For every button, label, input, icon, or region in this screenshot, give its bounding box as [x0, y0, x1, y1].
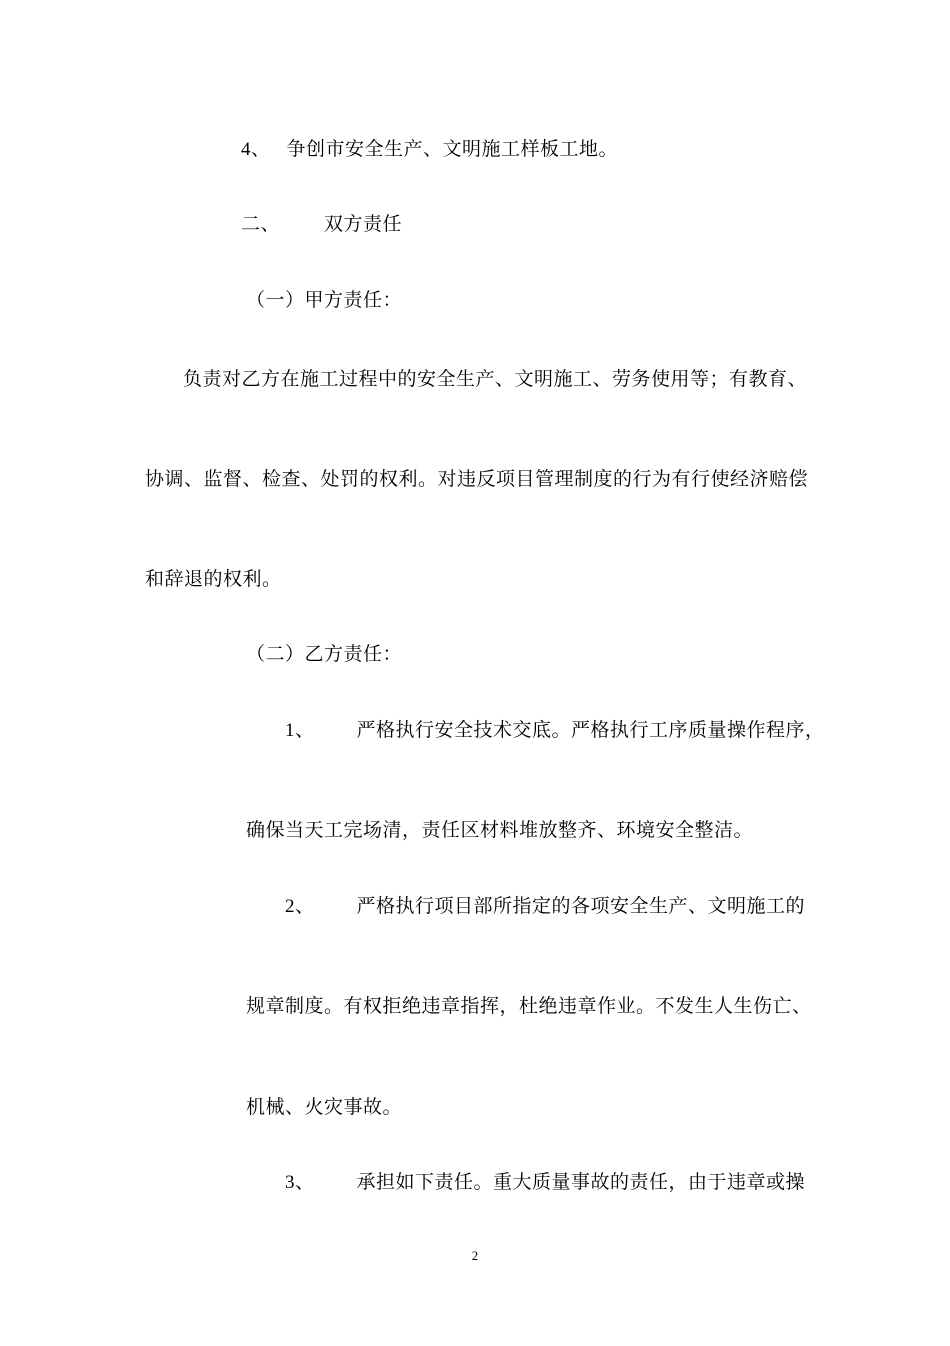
- item-number: 4、: [241, 139, 271, 160]
- item-number: 3、: [285, 1172, 315, 1193]
- item-3-line: [285, 1170, 805, 1195]
- item-text: 严格执行项目部所指定的各项安全生产、文明施工的: [356, 895, 806, 917]
- item-number: 2、: [285, 896, 315, 917]
- subsection-title: （一）甲方责任：: [246, 289, 403, 311]
- item-text: 承担如下责任。重大质量事故的责任，由于违章或操: [356, 1171, 806, 1193]
- section-number: 二、: [241, 213, 281, 235]
- item-text: 严格执行安全技术交底。严格执行工序质量操作程序，: [356, 719, 825, 741]
- paragraph-text: 负责对乙方在施工过程中的安全生产、文明施工、劳务使用等；有教育、: [183, 368, 808, 390]
- paragraph-line: [246, 994, 812, 1018]
- paragraph-text: 确保当天工完场清，责任区材料堆放整齐、环境安全整洁。: [246, 819, 754, 841]
- section-title: 双方责任: [324, 213, 403, 235]
- paragraph-line: [145, 567, 282, 591]
- item-1-line: [285, 718, 825, 743]
- subsection-title: （二）乙方责任：: [246, 643, 403, 665]
- paragraph-line: [183, 367, 807, 391]
- paragraph-line: [246, 1095, 402, 1119]
- item-text: 争创市安全生产、文明施工样板工地。: [286, 138, 619, 160]
- subsection-heading-party-a: [246, 288, 402, 312]
- page-number: 2: [471, 1248, 479, 1263]
- section-heading: [241, 212, 402, 236]
- subsection-heading-party-b: [246, 642, 402, 666]
- item-4-line: [241, 137, 618, 162]
- item-number: 1、: [285, 720, 315, 741]
- paragraph-text: 机械、火灾事故。: [246, 1096, 403, 1118]
- paragraph-text: 和辞退的权利。: [145, 568, 282, 590]
- item-2-line: [285, 894, 805, 919]
- paragraph-text: 规章制度。有权拒绝违章指挥，杜绝违章作业。不发生人生伤亡、: [246, 995, 812, 1017]
- paragraph-text: 协调、监督、检查、处罚的权利。对违反项目管理制度的行为有行使经济赔偿: [145, 468, 809, 490]
- paragraph-line: [246, 818, 753, 842]
- paragraph-line: [145, 467, 808, 491]
